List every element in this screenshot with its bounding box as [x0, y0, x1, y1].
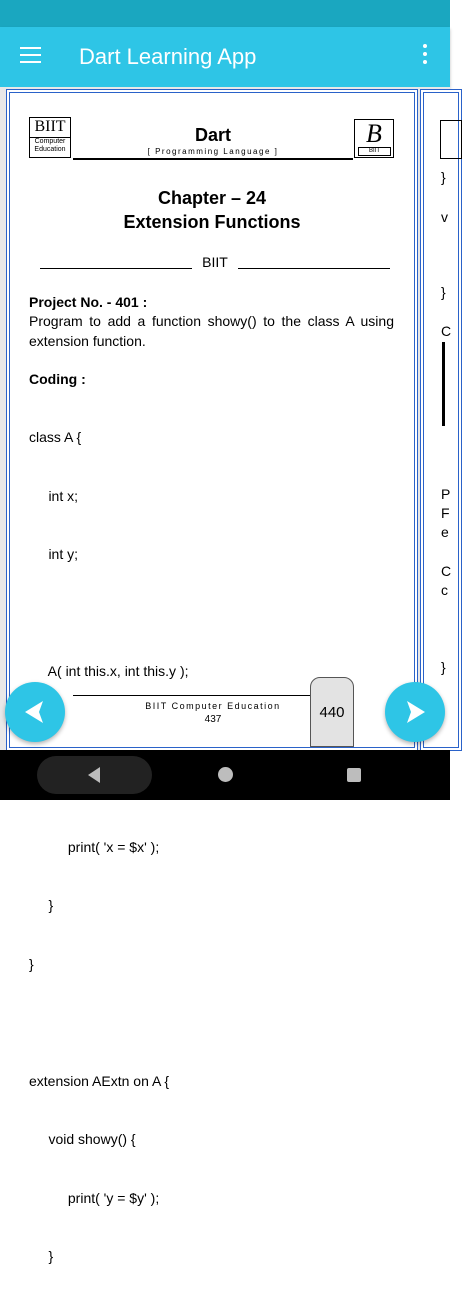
code-line [29, 604, 394, 624]
logo-left-sub1: Computer [34, 138, 66, 145]
logo-left-text: BIIT [34, 118, 66, 135]
more-vertical-icon[interactable] [418, 44, 432, 70]
code-line: void showy() { [29, 1131, 136, 1147]
header-subtitle: [ Programming Language ] [147, 147, 279, 156]
next-page-logo [440, 120, 462, 159]
next-page-text: F [441, 505, 450, 521]
hamburger-menu-icon[interactable] [20, 47, 41, 65]
previous-page-button[interactable] [5, 682, 65, 742]
divider-label: BIIT [202, 254, 228, 270]
footer-text: BIIT Computer Education [145, 701, 281, 711]
project-description: Program to add a function showy() to the class A using extension function. [29, 313, 394, 349]
next-page-text: } [441, 284, 446, 300]
chapter-heading [13, 186, 411, 234]
code-line: } [29, 955, 34, 972]
next-page-text: } [441, 169, 446, 185]
code-line: print( 'x = $x' ); [29, 838, 160, 855]
home-circle-icon[interactable] [218, 767, 233, 782]
code-line: extension AExtn on A { [29, 1072, 170, 1089]
next-book-page-peek [420, 89, 462, 751]
next-page-text: c [441, 582, 448, 598]
code-block [29, 389, 394, 1306]
divider-line-left [40, 268, 192, 269]
chapter-number: Chapter – 24 [157, 188, 267, 208]
app-title: Dart Learning App [79, 44, 257, 69]
next-page-text: v [441, 209, 448, 225]
code-line: int x; [29, 487, 79, 504]
biit-logo-right [354, 119, 394, 158]
recents-square-icon[interactable] [347, 768, 361, 782]
chapter-title: Extension Functions [123, 212, 301, 232]
coding-label: Coding : [29, 371, 86, 387]
next-page-text: e [441, 524, 449, 540]
header-title: Dart [194, 125, 231, 145]
code-line: print( 'y = $y' ); [29, 1189, 160, 1206]
code-line: } [29, 897, 54, 913]
project-label: Project No. - 401 : [29, 294, 148, 310]
book-page [6, 89, 418, 1264]
back-triangle-icon[interactable] [86, 766, 102, 784]
arrow-right-icon [400, 697, 430, 727]
footer-page-number: 437 [204, 714, 222, 725]
section-divider [40, 253, 390, 271]
biit-logo-left [29, 117, 71, 158]
logo-right-mark: B [366, 119, 382, 148]
status-bar [0, 0, 450, 27]
code-line [29, 1013, 394, 1033]
next-page-text: C [441, 323, 452, 339]
next-page-text: C [441, 563, 452, 579]
logo-left-subtext [30, 137, 70, 154]
app-bar [0, 27, 450, 87]
next-page-text: P [441, 486, 451, 502]
code-line: int y; [29, 546, 79, 562]
next-page-button[interactable] [385, 682, 445, 742]
next-page-text: } [441, 659, 446, 675]
arrow-left-icon [20, 697, 50, 727]
next-page-bar [442, 342, 445, 426]
logo-right-subtext: BIIT [358, 147, 391, 156]
code-line: } [29, 1248, 54, 1264]
code-line: A( int this.x, int this.y ); [29, 663, 189, 679]
logo-left-sub2: Education [34, 146, 66, 153]
system-navigation-bar [0, 750, 450, 800]
book-viewer[interactable] [0, 87, 452, 1264]
divider-line-right [238, 268, 390, 269]
code-line: class A { [29, 429, 82, 445]
page-indicator[interactable]: 440 [310, 677, 354, 747]
header-rule [73, 158, 353, 160]
